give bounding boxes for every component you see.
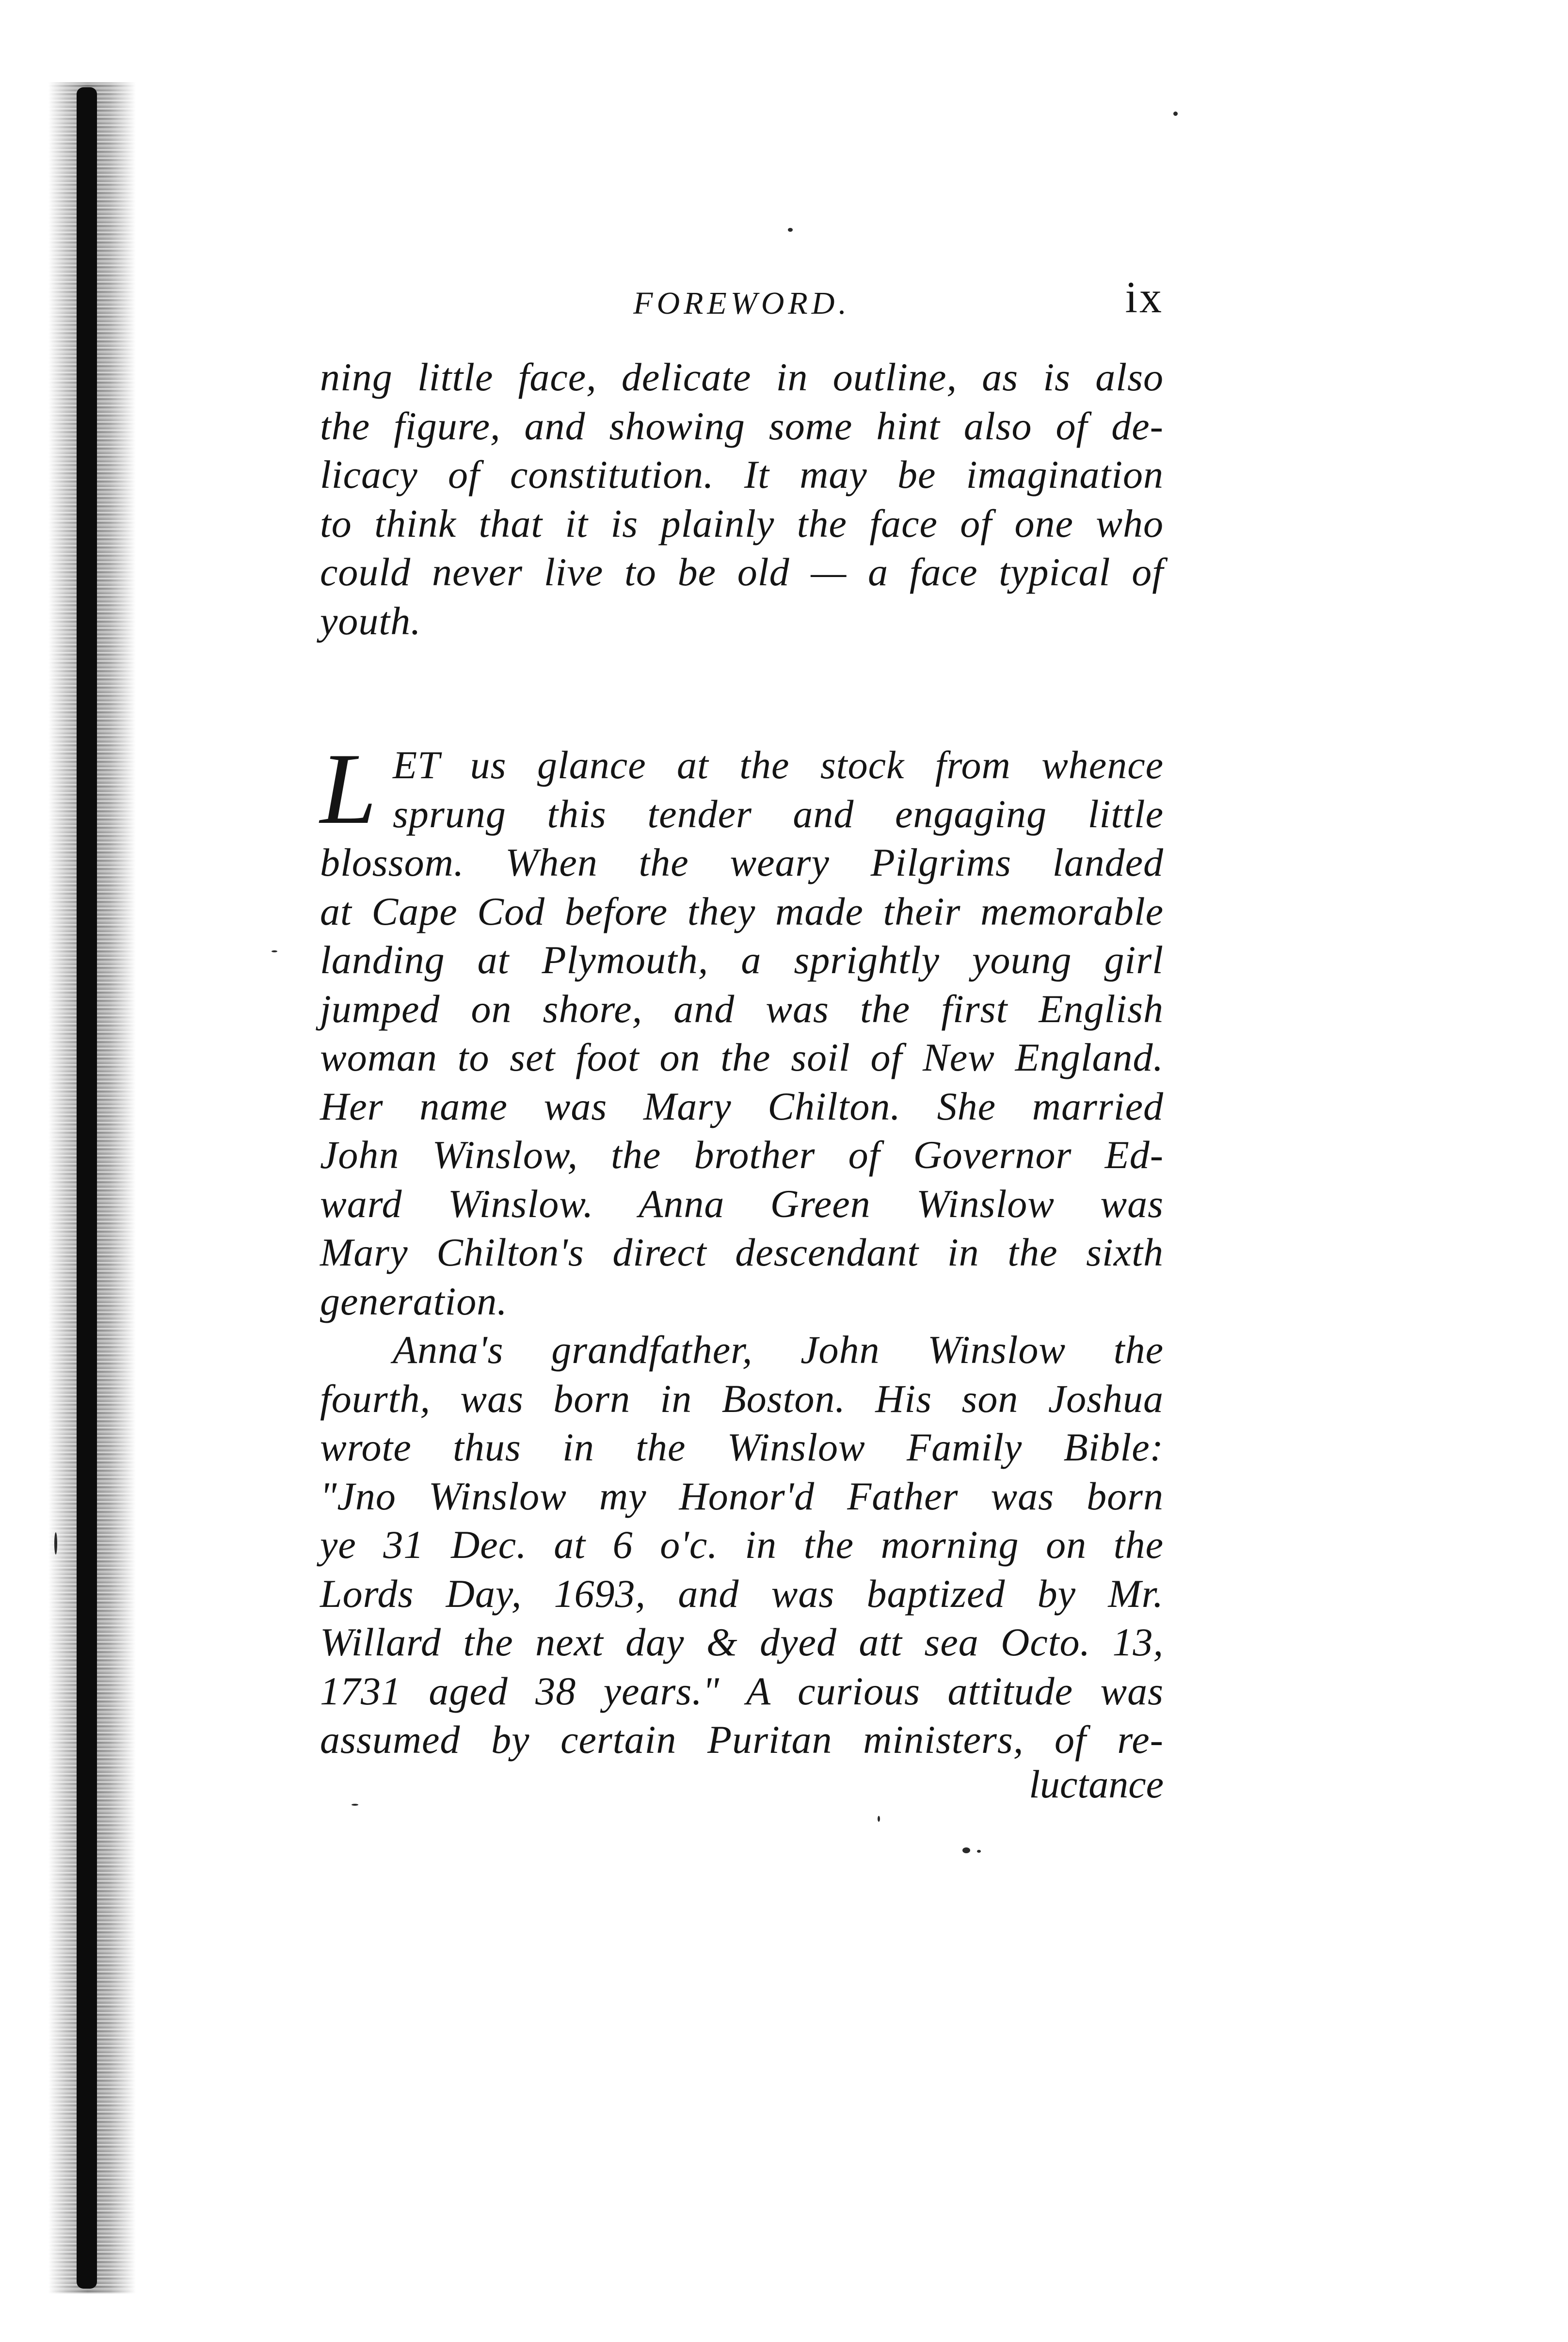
text-line: assumed by certain Puritan ministers, of re- — [320, 1717, 1164, 1762]
text-line: ward Winslow. Anna Green Winslow was — [320, 1181, 1164, 1226]
text-line: John Winslow, the brother of Governor Ed- — [320, 1133, 1164, 1177]
text-line: Anna's grandfather, John Winslow the — [393, 1328, 1164, 1372]
text-line: wrote thus in the Winslow Family Bible: — [320, 1425, 1164, 1469]
catchword: luctance — [1029, 1762, 1164, 1806]
text-line: licacy of constitution. It may be imagination — [320, 452, 1164, 497]
text-line: youth. — [320, 598, 421, 643]
text-line: the figure, and showing some hint also of de- — [320, 403, 1164, 448]
scan-speck — [878, 1816, 880, 1822]
scan-speck — [272, 950, 277, 952]
text-line: to think that it is plainly the face of one who — [320, 501, 1164, 545]
text-line: woman to set foot on the soil of New England. — [320, 1035, 1164, 1079]
page-number: ix — [1125, 273, 1164, 322]
text-line: Lords Day, 1693, and was baptized by Mr. — [320, 1571, 1164, 1616]
scan-speck — [54, 1532, 57, 1555]
scan-speck — [977, 1850, 981, 1853]
drop-cap-initial: L — [320, 733, 377, 845]
binding-shadow — [77, 87, 97, 2289]
text-line: at Cape Cod before they made their memorable — [320, 889, 1164, 933]
text-line: sprung this tender and engaging little — [393, 791, 1164, 836]
text-line: Willard the next day & dyed att sea Octo. 13, — [320, 1620, 1164, 1664]
running-head: FOREWORD. — [633, 286, 850, 321]
text-line: ning little face, delicate in outline, as is also — [320, 355, 1164, 399]
text-line: generation. — [320, 1279, 508, 1323]
text-line: Her name was Mary Chilton. She married — [320, 1084, 1164, 1128]
text-line: could never live to be old — a face typical of — [320, 550, 1164, 594]
scan-speck — [352, 1804, 358, 1806]
text-line: landing at Plymouth, a sprightly young girl — [320, 938, 1164, 982]
text-line: 1731 aged 38 years." A curious attitude was — [320, 1668, 1164, 1713]
text-line: Mary Chilton's direct descendant in the sixth — [320, 1230, 1164, 1274]
text-line: ye 31 Dec. at 6 o'c. in the morning on the — [320, 1523, 1164, 1567]
continued-paragraph — [320, 353, 1164, 645]
page-header — [320, 272, 1164, 339]
scan-speck — [1173, 112, 1178, 116]
section-body — [320, 733, 1164, 1765]
text-line: "Jno Winslow my Honor'd Father was born — [320, 1474, 1164, 1518]
text-line: ET us glance at the stock from whence — [393, 743, 1164, 787]
text-line: blossom. When the weary Pilgrims landed — [320, 840, 1164, 884]
scan-speck — [962, 1847, 970, 1853]
text-line: jumped on shore, and was the first English — [320, 986, 1164, 1031]
text-line: fourth, was born in Boston. His son Joshua — [320, 1376, 1164, 1421]
scan-speck — [788, 228, 793, 232]
